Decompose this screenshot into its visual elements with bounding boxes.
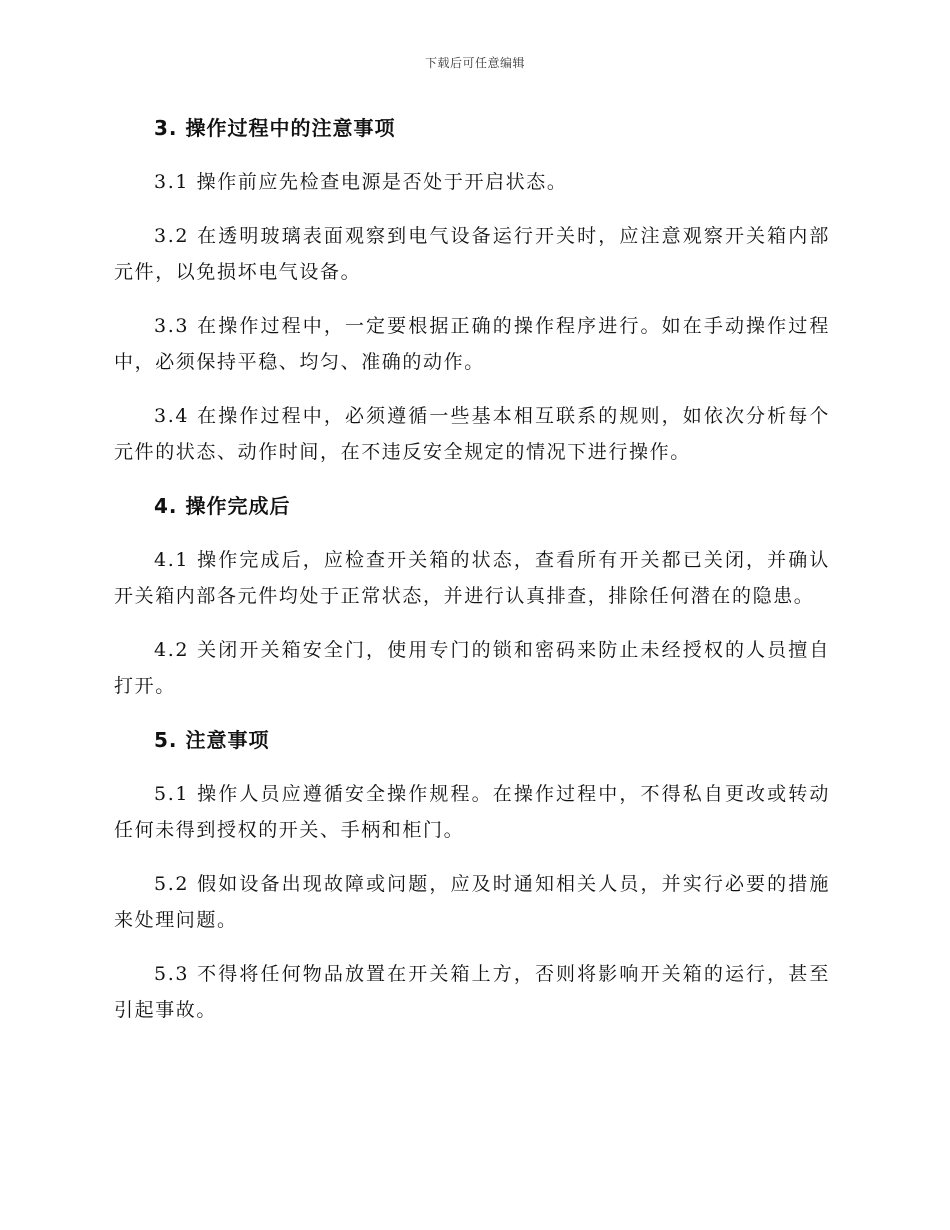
paragraph-5-2: 5.2 假如设备出现故障或问题，应及时通知相关人员，并实行必要的措施来处理问题。 [114,873,830,931]
document-body [114,110,830,1046]
paragraph-3-4: 3.4 在操作过程中，必须遵循一些基本相互联系的规则，如依次分析每个元件的状态、动作时间，在不违反安全规定的情况下进行操作。 [114,405,830,463]
section-5 [114,722,830,1028]
paragraph-3-3: 3.3 在操作过程中，一定要根据正确的操作程序进行。如在手动操作过程中，必须保持平稳、均匀、准确的动作。 [114,315,830,373]
section-4 [114,488,830,704]
paragraph-3-1: 3.1 操作前应先检查电源是否处于开启状态。 [154,171,568,193]
section-heading: 3. 操作过程中的注意事项 [154,116,396,140]
section-heading: 4. 操作完成后 [154,494,291,518]
paragraph-3-2: 3.2 在透明玻璃表面观察到电气设备运行开关时，应注意观察开关箱内部元件，以免损坏电气设备。 [114,225,830,283]
paragraph-5-1: 5.1 操作人员应遵循安全操作规程。在操作过程中，不得私自更改或转动任何未得到授权的开关、手柄和柜门。 [114,783,830,841]
paragraph-4-1: 4.1 操作完成后，应检查开关箱的状态，查看所有开关都已关闭，并确认开关箱内部各元件均处于正常状态，并进行认真排查，排除任何潜在的隐患。 [114,549,830,607]
section-heading: 5. 注意事项 [154,728,270,752]
section-3 [114,110,830,470]
header-note: 下载后可任意编辑 [424,56,525,70]
paragraph-4-2: 4.2 关闭开关箱安全门，使用专门的锁和密码来防止未经授权的人员擅自打开。 [114,639,830,697]
paragraph-5-3: 5.3 不得将任何物品放置在开关箱上方，否则将影响开关箱的运行，甚至引起事故。 [114,963,830,1021]
